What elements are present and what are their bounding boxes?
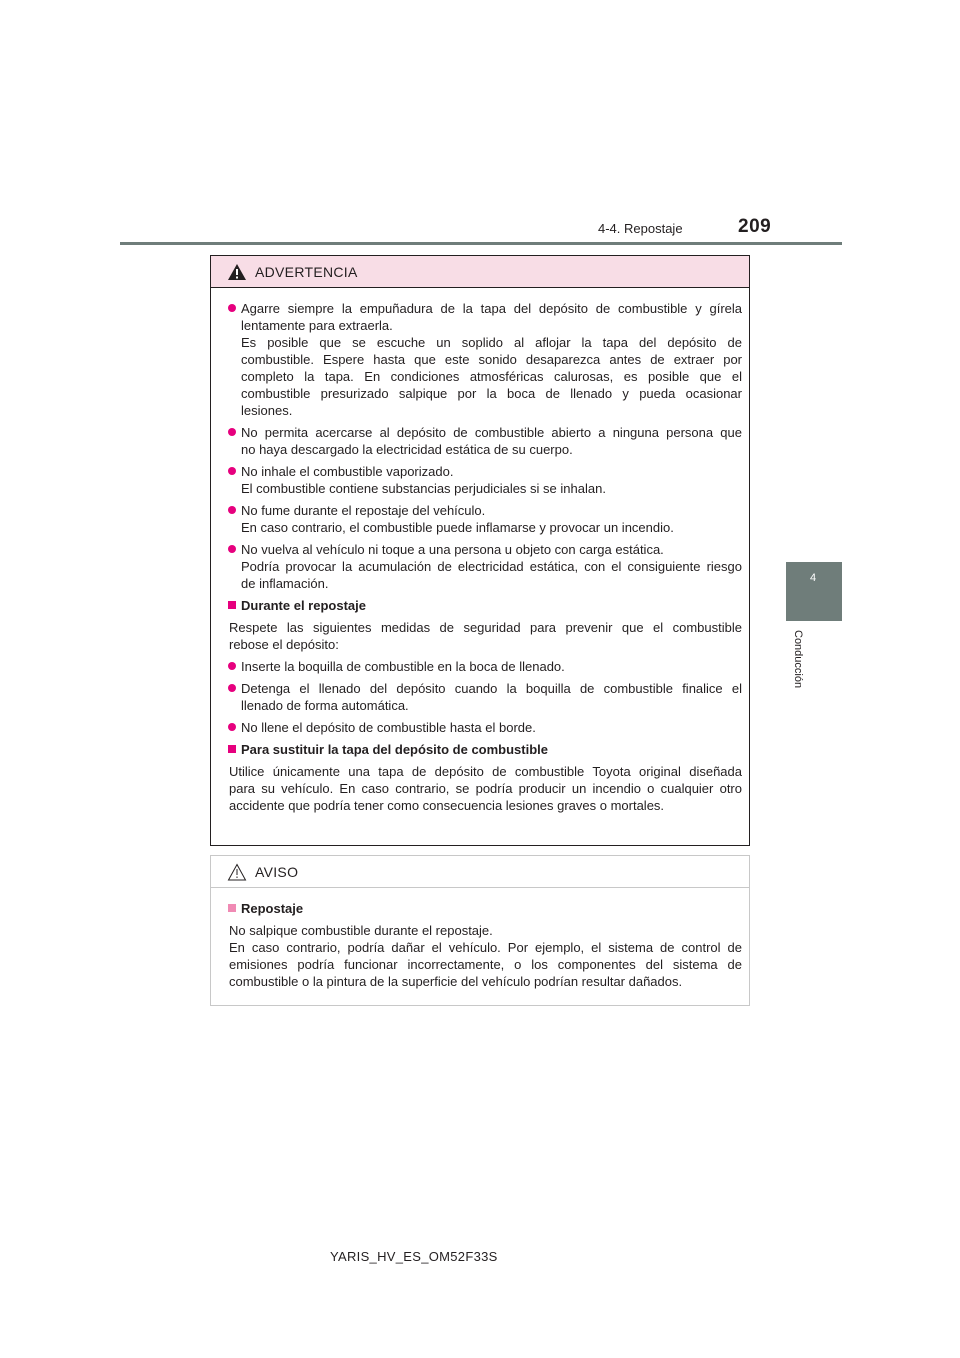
bullet-line: de inflamación. [241, 576, 329, 591]
para-line: rebose el depósito: [229, 637, 339, 652]
chapter-number: 4 [810, 572, 817, 584]
bullet-line: lesiones. [241, 403, 293, 418]
bullet-line: Es posible que se escuche un soplido al aflojar la tapa del depósito de [241, 335, 742, 350]
notice-box [210, 855, 750, 1006]
bullet-dot-icon [228, 684, 236, 692]
warning-box [210, 255, 750, 846]
para-line: accidente que podría tener como consecuencia lesiones graves o mortales. [229, 798, 665, 813]
bullet-line: No permita acercarse al depósito de combustible abierto a ninguna persona que [241, 425, 742, 440]
para-line: para su vehículo. En caso contrario, se podría producir un incendio o cualquier otro [229, 781, 742, 796]
notice-body [211, 888, 749, 990]
bullet-line: Agarre siempre la empuñadura de la tapa del depósito de combustible y gírela [241, 301, 742, 316]
bullet-line: completo la tapa. En condiciones atmosféricas calurosas, es posible que el [241, 369, 742, 384]
square-bullet-icon [228, 904, 236, 912]
subhead-text: Durante el repostaje [241, 598, 366, 613]
refuel-bullet [228, 658, 742, 675]
bullet-line: No vuelva al vehículo ni toque a una persona u objeto con carga estática. [241, 542, 664, 557]
warning-triangle-icon [227, 263, 247, 281]
bullet-line: llenado de forma automática. [241, 698, 409, 713]
square-bullet-icon [228, 601, 236, 609]
para-line: Respete las siguientes medidas de seguridad para prevenir que el combustible [229, 620, 742, 635]
bullet-dot-icon [228, 467, 236, 475]
bullet-dot-icon [228, 304, 236, 312]
subhead-notice [228, 900, 742, 917]
refuel-bullet [228, 719, 742, 736]
section-paragraph [228, 619, 742, 653]
warning-bullet [228, 424, 742, 458]
bullet-line: No llene el depósito de combustible hasta el borde. [241, 720, 536, 735]
bullet-line: combustible presurizado salpique por la boca de llenado y pueda ocasionar [241, 386, 742, 401]
bullet-line: En caso contrario, el combustible puede inflamarse y provocar un incendio. [241, 520, 674, 535]
caution-triangle-icon [227, 863, 247, 881]
notice-header [211, 856, 749, 888]
bullet-dot-icon [228, 545, 236, 553]
bullet-line: El combustible contiene substancias perjudiciales si se inhalan. [241, 481, 606, 496]
notice-paragraph [228, 922, 742, 990]
refuel-bullet [228, 680, 742, 714]
warning-title: ADVERTENCIA [255, 264, 358, 280]
para-line: combustible o la pintura de la superficie del vehículo podrían resultar dañados. [229, 974, 683, 989]
warning-body [211, 288, 749, 814]
header-rule [120, 242, 842, 245]
bullet-line: combustible. Espere hasta que este sonido desaparezca antes de extraer por [241, 352, 742, 367]
warning-bullet [228, 541, 742, 592]
document-code: YARIS_HV_ES_OM52F33S [330, 1249, 498, 1264]
bullet-dot-icon [228, 428, 236, 436]
para-line: En caso contrario, podría dañar el vehículo. Por ejemplo, el sistema de control de [229, 940, 742, 955]
bullet-line: Podría provocar la acumulación de electricidad estática, con el consiguiente riesgo [241, 559, 742, 574]
bullet-line: Inserte la boquilla de combustible en la boca de llenado. [241, 659, 565, 674]
notice-title: AVISO [255, 864, 299, 880]
subhead-refueling [228, 597, 742, 614]
bullet-line: No inhale el combustible vaporizado. [241, 464, 454, 479]
warning-header [211, 256, 749, 288]
bullet-line: no haya descargado la electricidad estática de su cuerpo. [241, 442, 573, 457]
bullet-line: lentamente para extraerla. [241, 318, 393, 333]
warning-bullet [228, 300, 742, 419]
warning-bullet [228, 502, 742, 536]
bullet-line: Detenga el llenado del depósito cuando la boquilla de combustible finalice el [241, 681, 742, 696]
bullet-line: No fume durante el repostaje del vehículo. [241, 503, 486, 518]
chapter-label-text: Conducción [792, 630, 804, 689]
page-number: 209 [738, 216, 772, 237]
section-paragraph [228, 763, 742, 814]
subhead-text: Para sustituir la tapa del depósito de combustible [241, 742, 549, 757]
bullet-dot-icon [228, 723, 236, 731]
bullet-dot-icon [228, 662, 236, 670]
para-line: emisiones podría funcionar incorrectamente, o los componentes del sistema de [229, 957, 742, 972]
subhead-cap-replacement [228, 741, 742, 758]
chapter-tab[interactable] [786, 562, 842, 621]
chapter-label [792, 630, 812, 730]
para-line: Utilice únicamente una tapa de depósito de combustible Toyota original diseñada [229, 764, 742, 779]
bullet-dot-icon [228, 506, 236, 514]
subhead-text: Repostaje [241, 901, 304, 916]
section-title: 4-4. Repostaje [598, 221, 683, 236]
para-line: No salpique combustible durante el repostaje. [229, 923, 493, 938]
square-bullet-icon [228, 745, 236, 753]
warning-bullet [228, 463, 742, 497]
